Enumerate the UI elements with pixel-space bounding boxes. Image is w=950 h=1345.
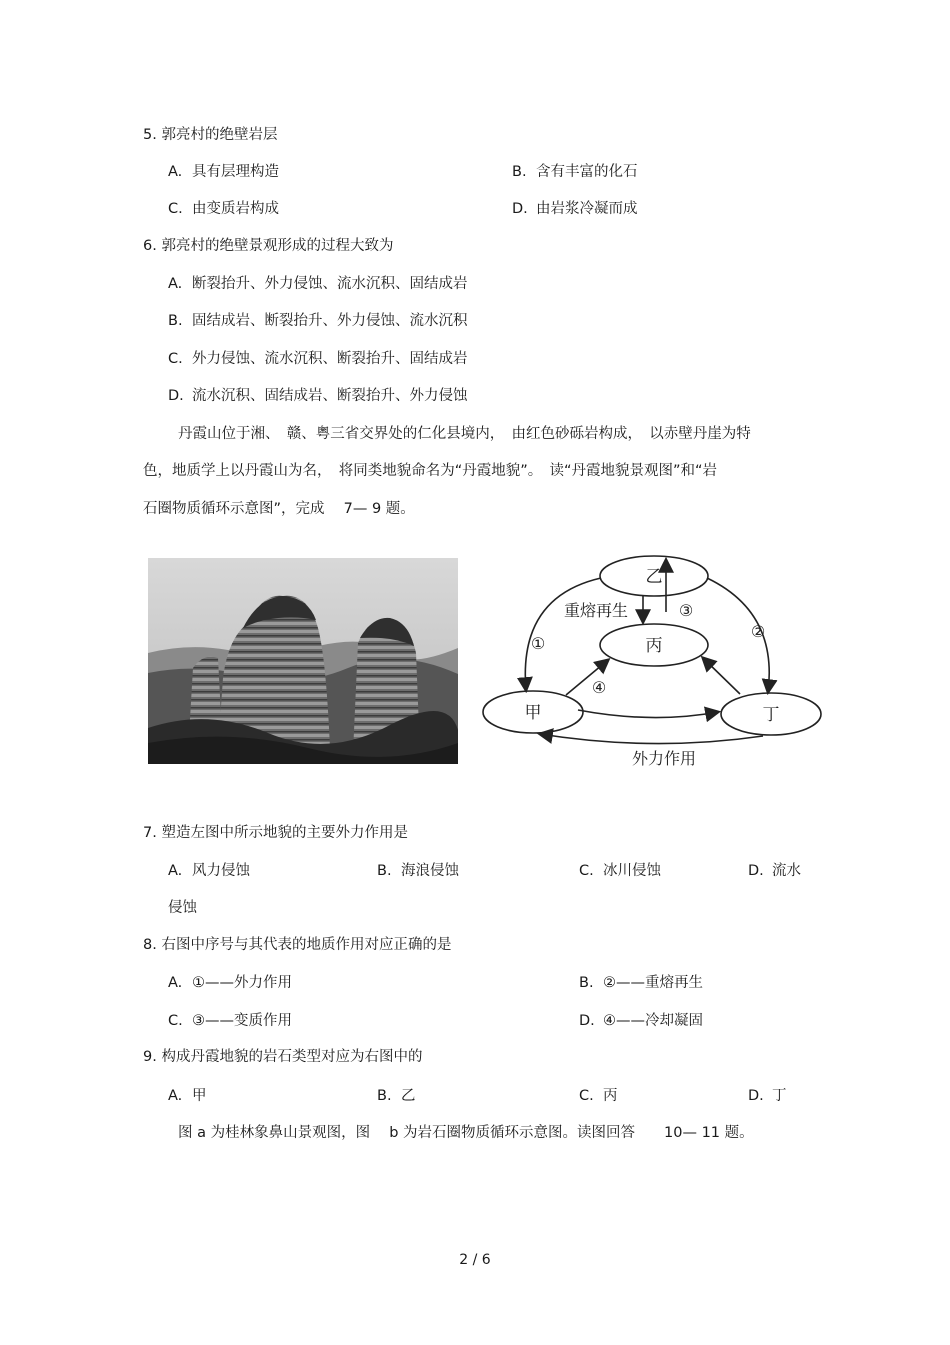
label-n1: ① — [530, 634, 546, 653]
q6-option-c: C. 外力侵蚀、流水沉积、断裂抬升、固结成岩 — [168, 351, 468, 367]
node-ding: 丁 — [762, 705, 780, 725]
label-n3: ③ — [678, 601, 694, 620]
q8-option-c: C. ③——变质作用 — [168, 1013, 292, 1029]
q7-option-c: C. 冰川侵蚀 — [579, 863, 661, 879]
q9-option-d: D. 丁 — [748, 1088, 787, 1104]
node-jia: 甲 — [524, 703, 542, 723]
q7-option-d: D. 流水 — [748, 863, 801, 879]
node-yi: 乙 — [645, 567, 663, 587]
intro-10-11: 图 a 为桂林象鼻山景观图，图 b 为岩石圈物质循环示意图。读图回答 10— 11 题。 — [178, 1125, 754, 1141]
q5-option-d: D. 由岩浆冷凝而成 — [512, 201, 638, 217]
intro-7-9-line-3: 石圈物质循环示意图”，完成 7— 9 题。 — [143, 501, 415, 517]
q6-option-d: D. 流水沉积、固结成岩、断裂抬升、外力侵蚀 — [168, 388, 468, 404]
q9-option-c: C. 丙 — [579, 1088, 618, 1104]
arrow-jia-ding — [578, 710, 718, 718]
q9-option-b: B. 乙 — [377, 1088, 416, 1104]
label-remelt: 重熔再生 — [563, 601, 629, 620]
q6-option-b: B. 固结成岩、断裂抬升、外力侵蚀、流水沉积 — [168, 313, 468, 329]
q8-option-a: A. ①——外力作用 — [168, 975, 292, 991]
q7-option-d-wrap: 侵蚀 — [168, 900, 197, 916]
label-n4: ④ — [591, 678, 607, 697]
q5-option-b: B. 含有丰富的化石 — [512, 164, 638, 180]
question-9-stem: 9. 构成丹霞地貌的岩石类型对应为右图中的 — [143, 1049, 423, 1065]
q7-option-b: B. 海浪侵蚀 — [377, 863, 459, 879]
q8-option-d: D. ④——冷却凝固 — [579, 1013, 703, 1029]
rock-cycle-diagram — [478, 552, 828, 772]
q7-option-a: A. 风力侵蚀 — [168, 863, 250, 879]
q6-option-a: A. 断裂抬升、外力侵蚀、流水沉积、固结成岩 — [168, 276, 468, 292]
label-n2: ② — [750, 622, 766, 641]
question-5-stem: 5. 郭亮村的绝壁岩层 — [143, 127, 278, 143]
question-8-stem: 8. 右图中序号与其代表的地质作用对应正确的是 — [143, 937, 452, 953]
intro-7-9-line-2: 色，地质学上以丹霞山为名， 将同类地貌命名为“丹霞地貌”。 读“丹霞地貌景观图”和“岩 — [143, 463, 718, 479]
q5-option-a: A. 具有层理构造 — [168, 164, 279, 180]
danxia-landform-photo — [148, 558, 458, 764]
arrow-ding-jia — [540, 734, 763, 744]
label-external-force: 外力作用 — [631, 749, 697, 768]
page-number: 2 / 6 — [459, 1252, 491, 1268]
node-bing: 丙 — [645, 636, 663, 656]
arrow-ding-bing — [703, 658, 740, 694]
q9-option-a: A. 甲 — [168, 1088, 207, 1104]
q8-option-b: B. ②——重熔再生 — [579, 975, 703, 991]
question-6-stem: 6. 郭亮村的绝壁景观形成的过程大致为 — [143, 238, 394, 254]
q5-option-c: C. 由变质岩构成 — [168, 201, 279, 217]
question-7-stem: 7. 塑造左图中所示地貌的主要外力作用是 — [143, 825, 408, 841]
intro-7-9-line-1: 丹霞山位于湘、 赣、粤三省交界处的仁化县境内， 由红色砂砾岩构成， 以赤壁丹崖为特 — [178, 426, 751, 442]
